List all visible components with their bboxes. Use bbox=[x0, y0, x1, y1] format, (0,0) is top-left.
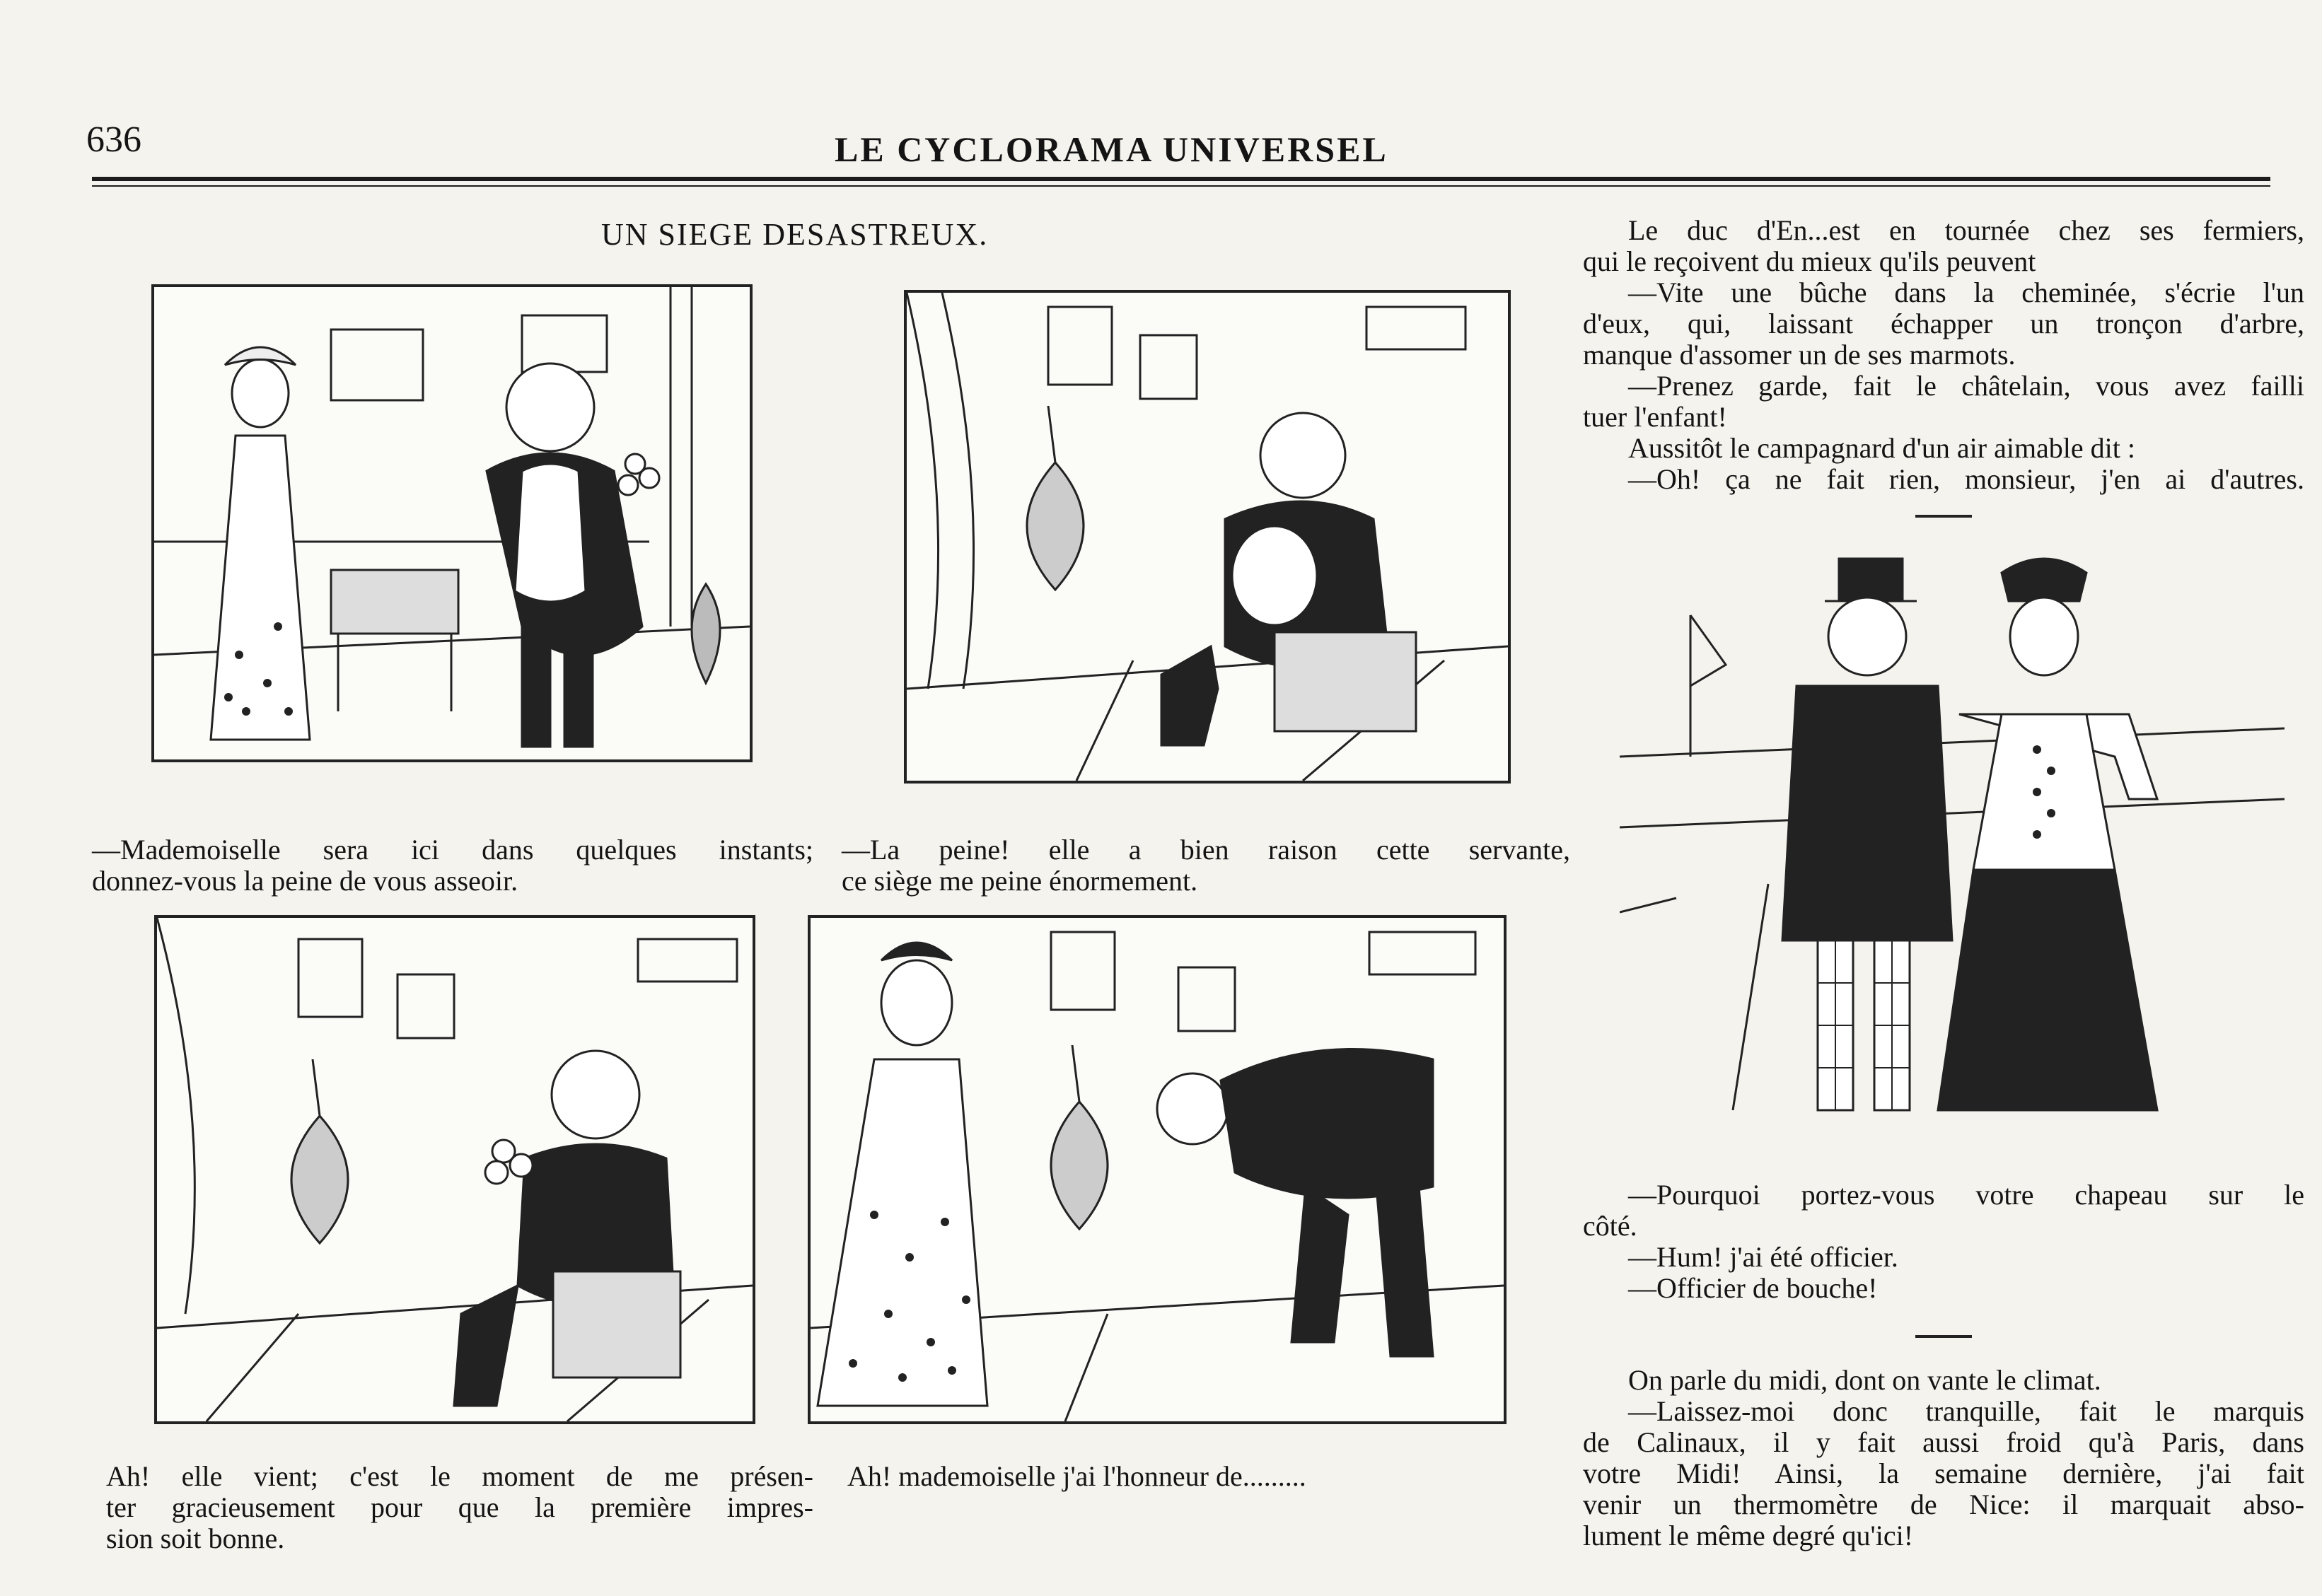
comic-panel-3 bbox=[154, 915, 755, 1424]
page-number: 636 bbox=[86, 120, 141, 160]
text-line: Aussitôt le campagnard d'un air aimable dit : bbox=[1628, 432, 2136, 464]
anecdote-midi bbox=[1583, 1365, 2304, 1551]
seated-gentleman bbox=[454, 1051, 680, 1406]
panel-1-illustration bbox=[154, 287, 750, 759]
header-rule bbox=[92, 177, 2270, 181]
caption-3-line: sion soit bonne. bbox=[106, 1522, 285, 1554]
caption-1-line: —Mademoiselle sera ici dans quelques instants; bbox=[92, 834, 813, 866]
text-line: —Pourquoi portez-vous votre chapeau sur le bbox=[1628, 1179, 2304, 1211]
caption-2-line: ce siège me peine énormement. bbox=[842, 865, 1198, 897]
panel-2-illustration bbox=[907, 293, 1508, 781]
panel-3-illustration bbox=[157, 918, 753, 1421]
text-line: Le duc d'En...est en tournée chez ses fermiers, bbox=[1628, 214, 2304, 246]
section-separator bbox=[1915, 515, 1972, 518]
header-rule-thin bbox=[92, 185, 2270, 187]
tall-vase bbox=[1027, 406, 1084, 590]
comic-panel-2 bbox=[904, 290, 1511, 784]
caption-4-line: Ah! mademoiselle j'ai l'honneur de......... bbox=[847, 1460, 1306, 1492]
panel-4-illustration bbox=[811, 918, 1504, 1421]
officer-lady-drawing bbox=[1620, 544, 2285, 1167]
seated-gentleman bbox=[1161, 413, 1416, 745]
officer-figure bbox=[1733, 559, 1952, 1110]
bowing-gentleman bbox=[1157, 1049, 1433, 1356]
maid-figure bbox=[211, 347, 310, 740]
vase bbox=[692, 584, 720, 683]
text-line: lument le même degré qu'ici! bbox=[1583, 1520, 1914, 1551]
caption-3-line: ter gracieusement pour que la première impres- bbox=[106, 1491, 813, 1523]
text-line: —Oh! ça ne fait rien, monsieur, j'en ai d'autres. bbox=[1628, 463, 2304, 495]
text-line: —Hum! j'ai été officier. bbox=[1628, 1241, 1898, 1273]
caption-1 bbox=[92, 834, 813, 897]
caption-3 bbox=[106, 1461, 813, 1554]
text-line: venir un thermomètre de Nice: il marquait abso- bbox=[1583, 1489, 2304, 1520]
text-line: votre Midi! Ainsi, la semaine dernière, j'ai fait bbox=[1583, 1457, 2304, 1489]
text-line: —Officier de bouche! bbox=[1628, 1272, 1878, 1304]
tall-vase bbox=[291, 1059, 348, 1243]
text-line: côté. bbox=[1583, 1210, 1637, 1242]
text-line: de Calinaux, il y fait aussi froid qu'à Paris, dans bbox=[1583, 1426, 2304, 1458]
illustration-officer-lady bbox=[1620, 544, 2285, 1167]
text-line: On parle du midi, dont on vante le climat. bbox=[1628, 1364, 2101, 1396]
caption-3-line: Ah! elle vient; c'est le moment de me présen- bbox=[106, 1460, 813, 1492]
caption-4 bbox=[847, 1461, 1484, 1492]
comic-panel-1 bbox=[151, 284, 753, 762]
anecdote-duc bbox=[1583, 215, 2304, 495]
young-lady-figure bbox=[818, 943, 987, 1406]
caption-2-line: —La peine! elle a bien raison cette servante, bbox=[842, 834, 1570, 866]
text-line: tuer l'enfant! bbox=[1583, 401, 1727, 433]
text-line: —Prenez garde, fait le châtelain, vous avez failli bbox=[1628, 370, 2304, 402]
caption-1-line: donnez-vous la peine de vous asseoir. bbox=[92, 865, 518, 897]
text-line: manque d'assomer un de ses marmots. bbox=[1583, 339, 2016, 371]
comic-title: UN SIEGE DESASTREUX. bbox=[601, 217, 989, 252]
tall-vase bbox=[1051, 1045, 1108, 1229]
dialogue-chapeau bbox=[1583, 1179, 2304, 1304]
section-separator bbox=[1915, 1335, 1972, 1338]
gentleman-figure bbox=[487, 363, 659, 747]
text-line: d'eux, qui, laissant échapper un tronçon d'arbre, bbox=[1583, 308, 2304, 339]
lady-figure bbox=[1938, 559, 2157, 1110]
text-line: qui le reçoivent du mieux qu'ils peuvent bbox=[1583, 245, 2036, 277]
comic-panel-4 bbox=[808, 915, 1507, 1424]
journal-title: LE CYCLORAMA UNIVERSEL bbox=[835, 129, 1388, 169]
caption-2 bbox=[842, 834, 1570, 897]
text-line: —Vite une bûche dans la cheminée, s'écrie l'un bbox=[1628, 276, 2304, 308]
text-line: —Laissez-moi donc tranquille, fait le marquis bbox=[1628, 1395, 2304, 1427]
